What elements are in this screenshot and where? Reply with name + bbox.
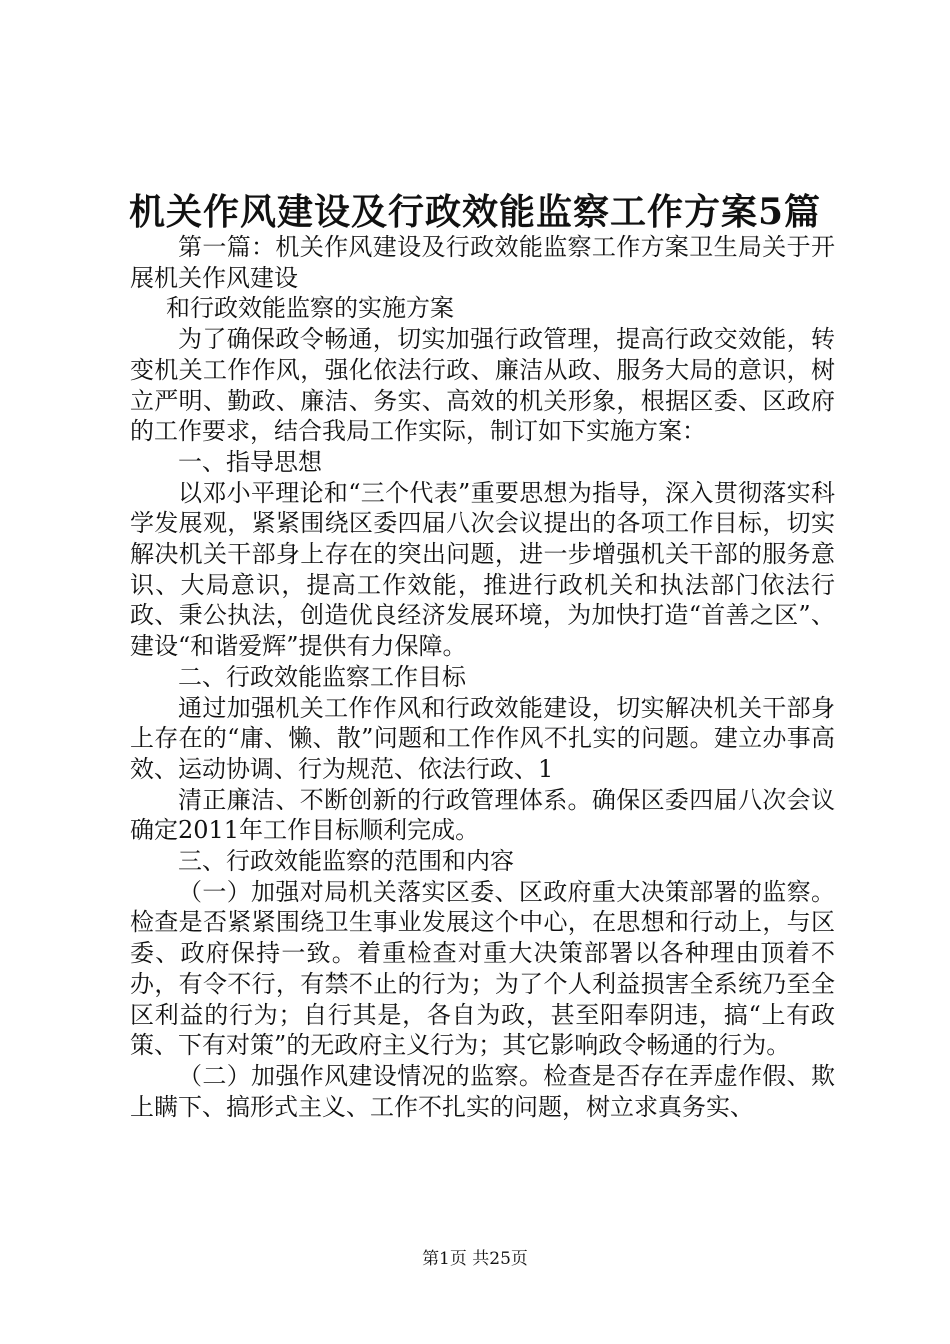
section-heading-goals: 二、行政效能监察工作目标	[178, 662, 466, 691]
document-body	[130, 232, 835, 1122]
page-footer: 第1页 共25页	[422, 1249, 528, 1269]
paragraph-guiding-ideology: 以邓小平理论和“三个代表”重要思想为指导，深入贯彻落实科学发展观，紧紧围绕区委四届八次会议提出的各项工作目标，切实解决机关干部身上存在的突出问题，进一步增强机关干部的服务意识、大局意识，提高工作效能，推进行政机关和执法部门依法行政、秉公执法，创造优良经济发展环境，为加快打造“首善之区”、建设“和谐爱辉”提供有力保障。	[130, 478, 835, 661]
paragraph-scope-item-2: （二）加强作风建设情况的监察。检查是否存在弄虚作假、欺上瞒下、搞形式主义、工作不扎实的问题，树立求真务实、	[130, 1061, 835, 1121]
paragraph-intro: 为了确保政令畅通，切实加强行政管理，提高行政交效能，转变机关工作作风，强化依法行政、廉洁从政、服务大局的意识，树立严明、勤政、廉洁、务实、高效的机关形象，根据区委、区政府的工作要求，结合我局工作实际，制订如下实施方案：	[130, 325, 835, 446]
paragraph-goals-continued: 清正廉洁、不断创新的行政管理体系。确保区委四届八次会议确定2011年工作目标顺利完成。	[130, 785, 835, 845]
paragraph-chapter-subheading: 和行政效能监察的实施方案	[166, 294, 454, 323]
paragraph-chapter-heading: 第一篇：机关作风建设及行政效能监察工作方案卫生局关于开展机关作风建设	[130, 233, 835, 292]
document-title: 机关作风建设及行政效能监察工作方案5篇	[128, 191, 822, 233]
section-heading-scope: 三、行政效能监察的范围和内容	[178, 847, 514, 876]
paragraph-goals: 通过加强机关工作作风和行政效能建设，切实解决机关干部身上存在的“庸、懒、散”问题和工作作风不扎实的问题。建立办事高效、运动协调、行为规范、依法行政、1	[130, 693, 835, 783]
paragraph-scope-item-1: （一）加强对局机关落实区委、区政府重大决策部署的监察。检查是否紧紧围绕卫生事业发展这个中心，在思想和行动上，与区委、政府保持一致。着重检查对重大决策部署以各种理由顶着不办，有令不行，有禁不止的行为；为了个人利益损害全系统乃至全区利益的行为；自行其是，各自为政，甚至阳奉阴违，搞“上有政策、下有对策”的无政府主义行为；其它影响政令畅通的行为。	[130, 877, 835, 1060]
section-heading-guiding-ideology: 一、指导思想	[178, 447, 322, 476]
